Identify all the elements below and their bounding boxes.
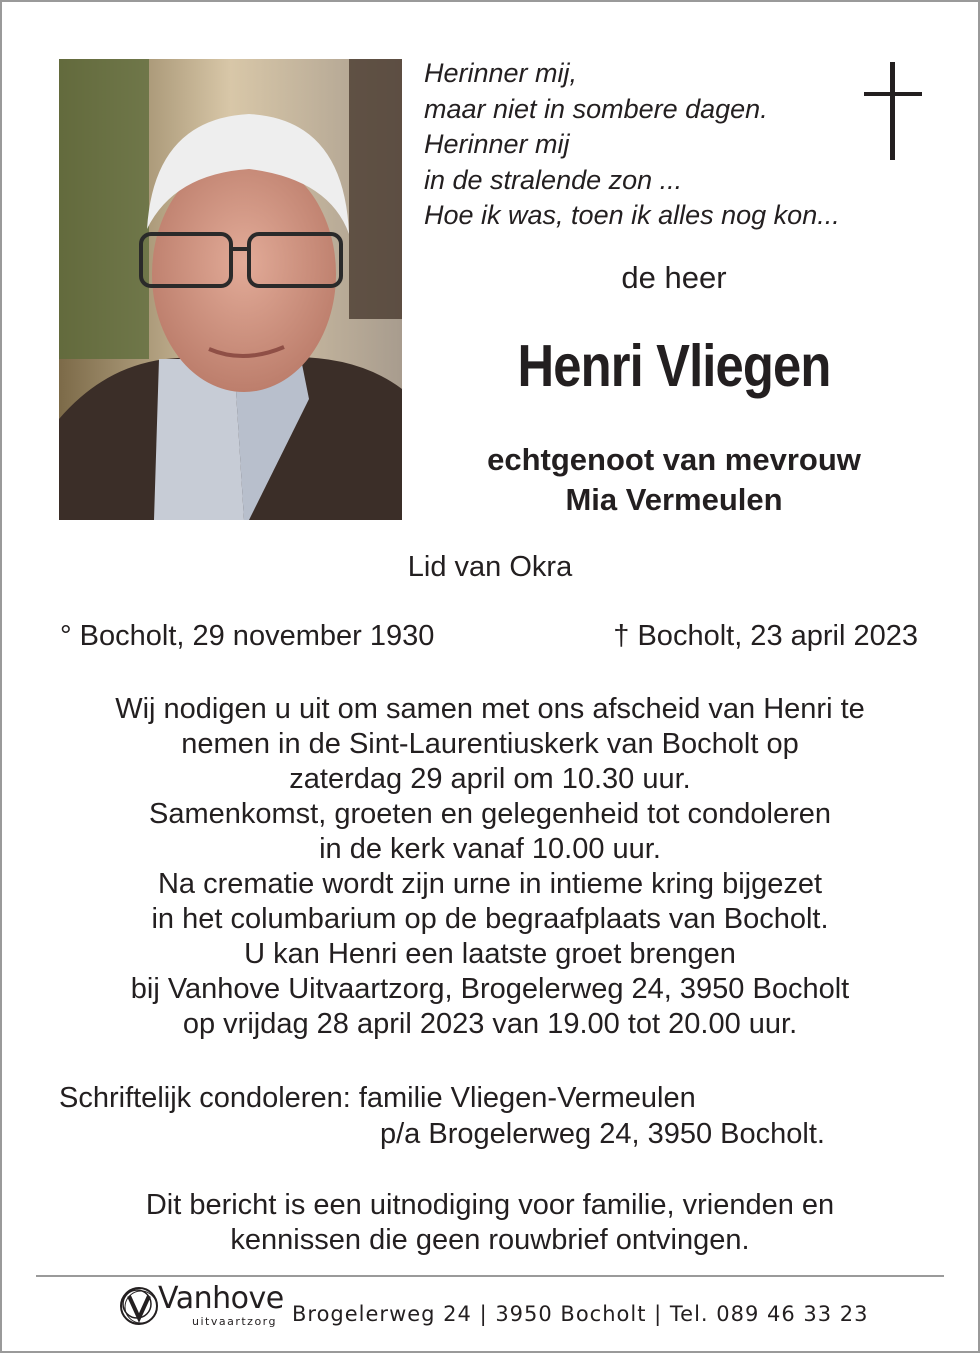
spouse-info [424,440,924,520]
invitation-line: in het columbarium op de begraafplaats van Bocholt. [151,903,829,935]
invitation-line: nemen in de Sint-Laurentiuskerk van Bocholt op [181,728,799,760]
invitation-text [0,692,980,1042]
invitation-line: U kan Henri een laatste groet brengen [244,938,736,970]
invitation-line: Samenkomst, groeten en gelegenheid tot condoleren [149,798,831,830]
poem-line: Herinner mij, [424,58,578,88]
birth-info: ° Bocholt, 29 november 1930 [60,620,435,652]
poem-line: maar niet in sombere dagen. [424,93,768,124]
invitation-line: op vrijdag 28 april 2023 van 19.00 tot 20.00 uur. [182,1008,798,1040]
condolence-line-2: p/a Brogelerweg 24, 3950 Bocholt. [380,1118,825,1150]
spouse-line-1: echtgenoot van mevrouw [487,442,861,477]
poem-line: Hoe ik was, toen ik alles nog kon... [424,200,840,230]
deceased-name: Henri Vliegen [517,333,831,399]
footer-contact: Brogelerweg 24 | 3950 Bocholt | Tel. 089 46 33 23 [292,1302,869,1326]
poem-line: in de stralende zon ... [424,164,683,195]
invitation-line: bij Vanhove Uitvaartzorg, Brogelerweg 24, 3950 Bocholt [130,973,850,1005]
poem-line: Herinner mij [424,129,570,159]
logo-name: Vanhove [158,1281,284,1316]
notice-text [0,1188,980,1258]
invitation-line: Na crematie wordt zijn urne in intieme kring bijgezet [157,868,823,900]
invitation-line: in de kerk vanaf 10.00 uur. [319,833,661,865]
condolence-line-1: Schriftelijk condoleren: familie Vliegen-Vermeulen [59,1082,696,1114]
spouse-line-2: Mia Vermeulen [565,482,783,517]
notice-line: kennissen die geen rouwbrief ontvingen. [230,1224,750,1256]
invitation-line: Wij nodigen u uit om samen met ons afscheid van Henri te [115,693,865,725]
logo-subtitle: uitvaartzorg [192,1315,277,1328]
salutation: de heer [621,260,727,295]
cross-icon [864,62,922,160]
invitation-line: zaterdag 29 april om 10.30 uur. [289,763,691,795]
portrait-photo [59,59,402,520]
footer-divider [36,1275,944,1277]
poem [424,56,924,234]
death-info: † Bocholt, 23 april 2023 [613,620,918,652]
notice-line: Dit bericht is een uitnodiging voor familie, vrienden en [145,1189,835,1221]
membership: Lid van Okra [407,551,573,583]
vanhove-logo-icon [117,1284,161,1328]
